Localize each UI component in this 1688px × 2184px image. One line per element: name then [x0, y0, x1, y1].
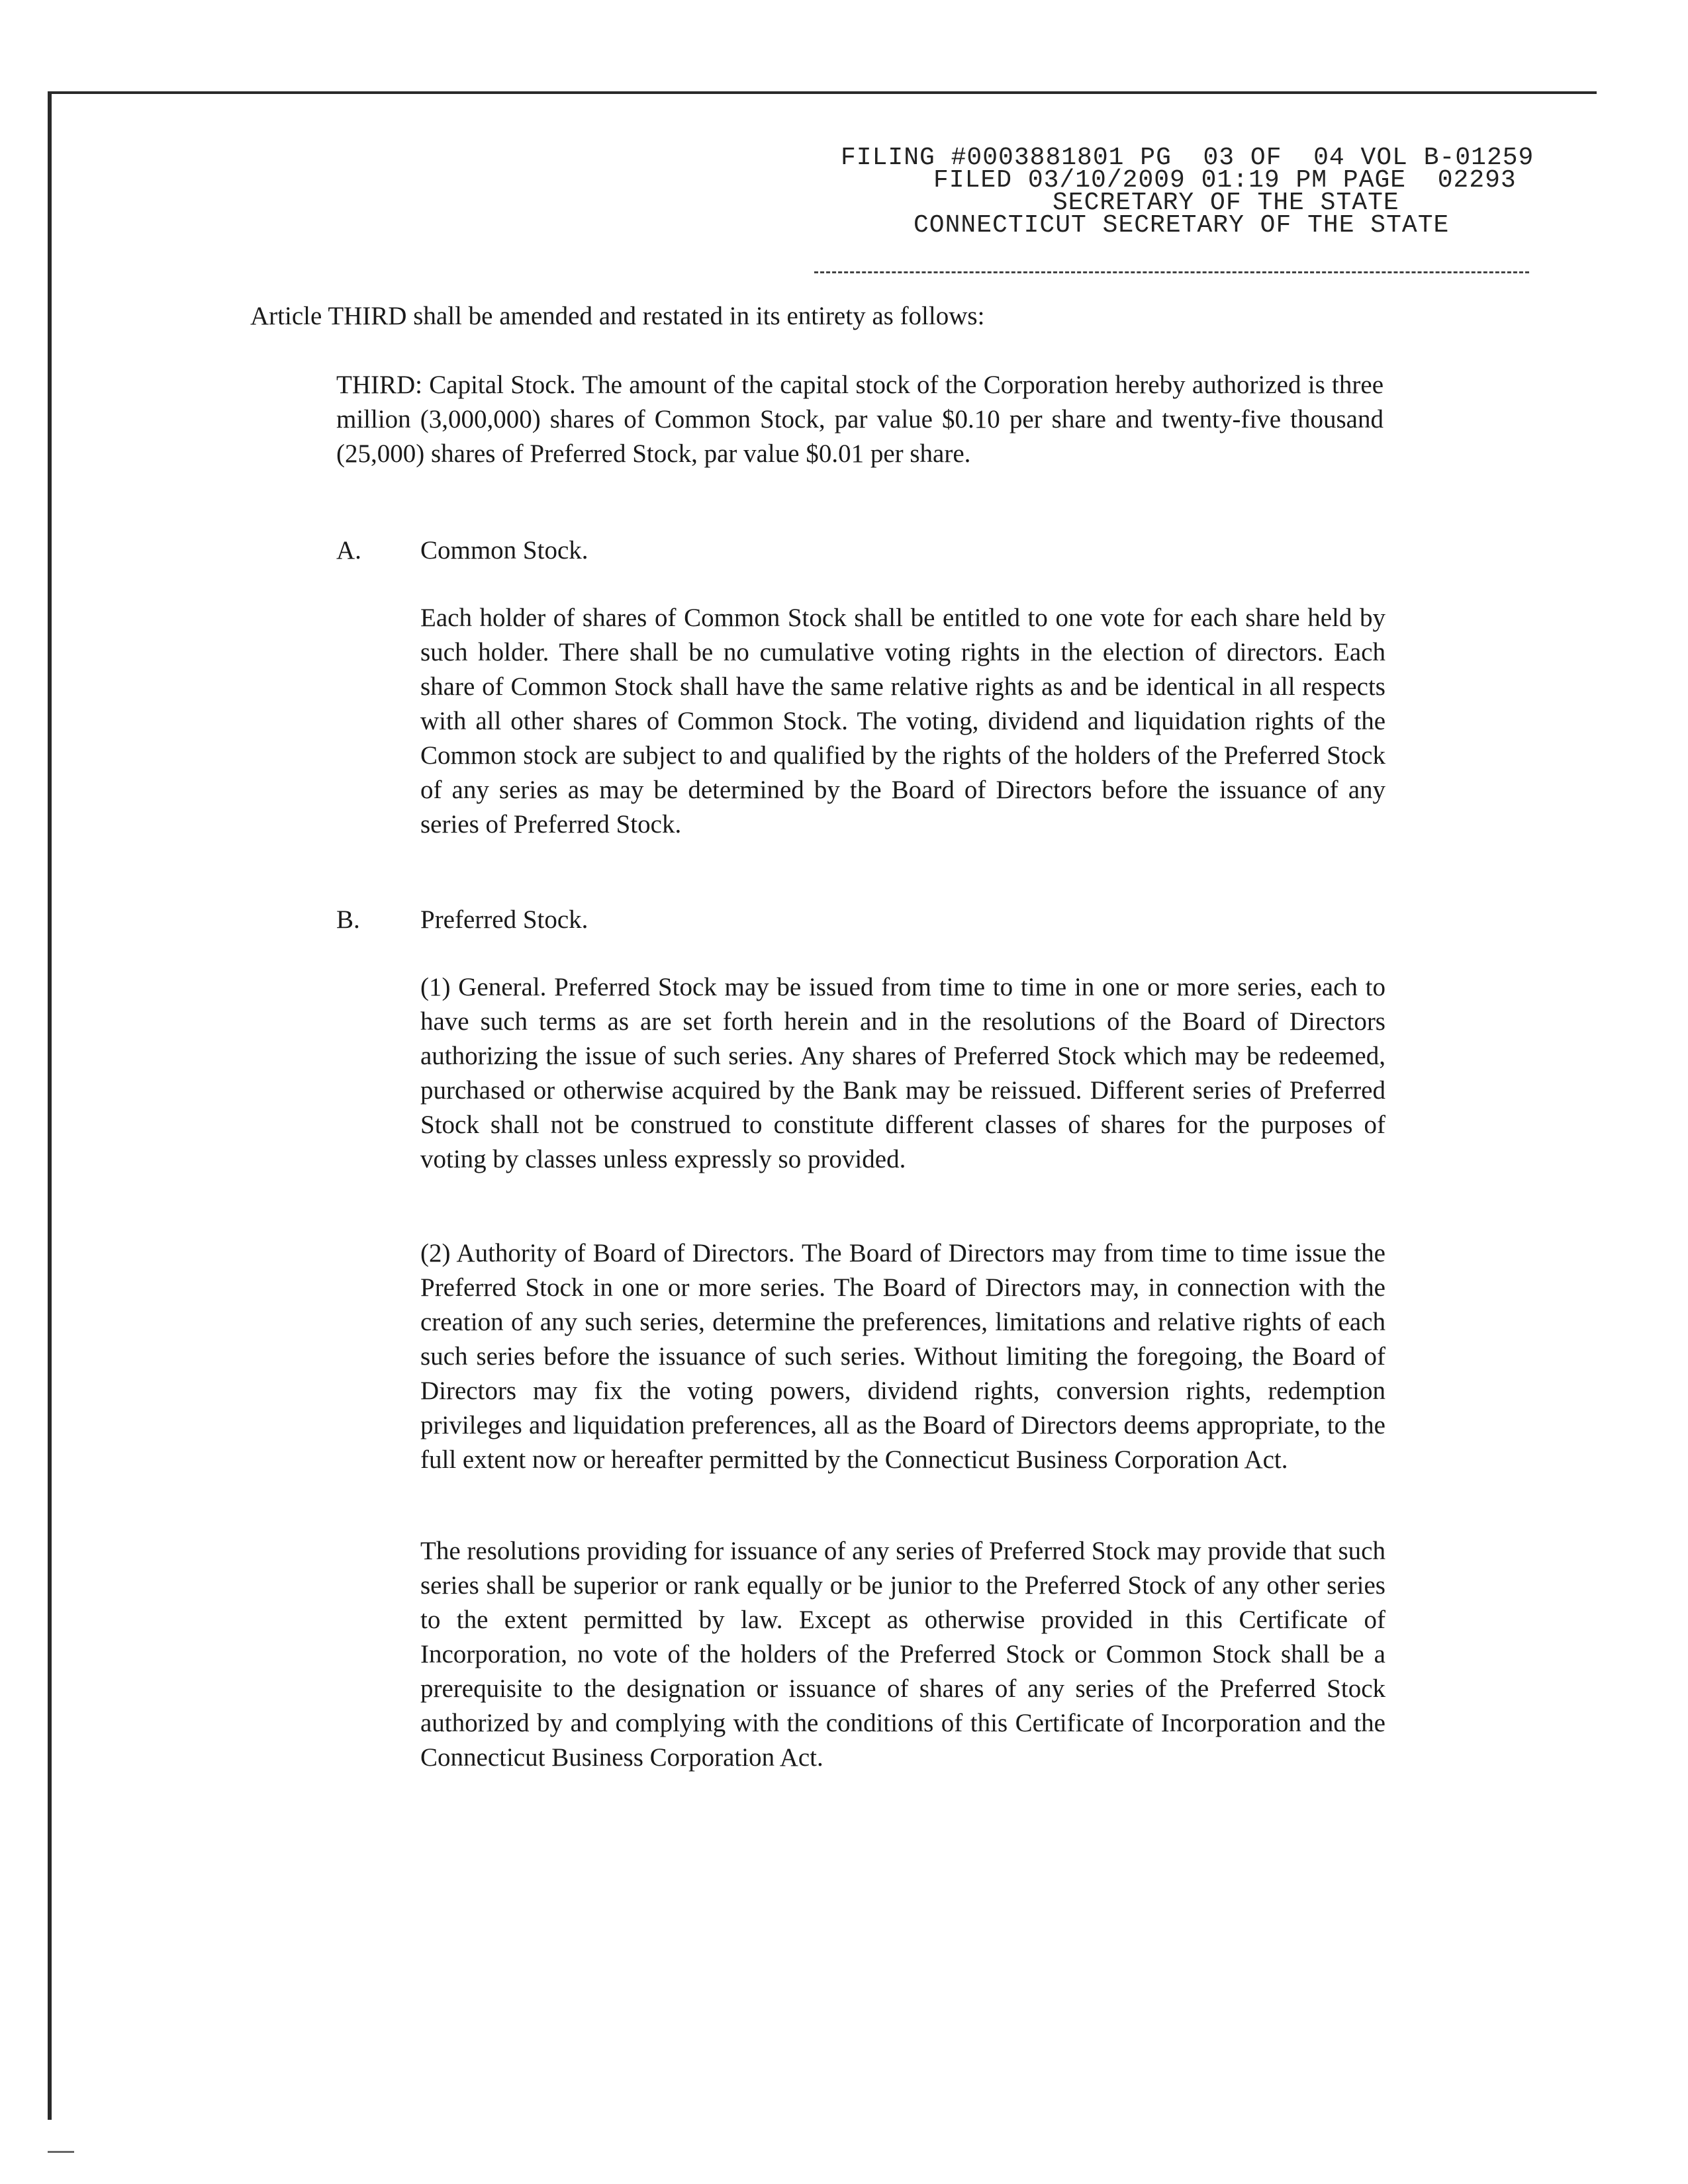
- section-b-heading: Preferred Stock.: [420, 905, 588, 934]
- section-b-authority-paragraph: (2) Authority of Board of Directors. The Board of Directors may from time to time issue the Preferred Stock in one or more series. The Board of Directors may, in connection with the creation of any such series, determine the preferences, limitations and relative rights of each such series before the issuance of such series. Without limiting the foregoing, the Board of Directors may fix the voting powers, dividend rights, conversion rights, redemption privileges and liquidation preferences, all as the Board of Directors deems appropriate, to the full extent now or hereafter permitted by the Connecticut Business Corporation Act.: [420, 1239, 1385, 1474]
- article-third-paragraph: THIRD: Capital Stock. The amount of the capital stock of the Corporation hereby authorized is three million (3,000,000) shares of Common Stock, par value $0.10 per share and twenty-five thousand (25,000) shares of Preferred Stock, par value $0.01 per share.: [336, 371, 1383, 468]
- section-a-marker: A.: [336, 536, 361, 565]
- scan-artifact: [48, 2151, 74, 2153]
- section-b-marker: B.: [336, 905, 360, 934]
- section-a-heading: Common Stock.: [420, 536, 588, 565]
- scan-border-left: [48, 91, 52, 2120]
- scan-border-top: [48, 91, 1597, 94]
- section-a-body: Each holder of shares of Common Stock shall be entitled to one vote for each share held by such holder. There shall be no cumulative voting rights in the election of directors. Each share of Common Stock shall have the same relative rights as and be identical in all respects with all other shares of Common Stock. The voting, dividend and liquidation rights of the Common stock are subject to and qualified by the rights of the holders of the Preferred Stock of any series as may be determined by the Board of Directors before the issuance of any series of Preferred Stock.: [420, 604, 1385, 839]
- intro-sentence: Article THIRD shall be amended and restated in its entirety as follows:: [250, 302, 985, 330]
- stamp-office-full: CONNECTICUT SECRETARY OF THE STATE: [914, 211, 1450, 240]
- stamp-underline: [814, 271, 1529, 273]
- section-b-general-paragraph: (1) General. Preferred Stock may be issued from time to time in one or more series, each to have such terms as are set forth herein and in the resolutions of the Board of Directors authorizing the issue of such series. Any shares of Preferred Stock which may be redeemed, purchased or otherwise acquired by the Bank may be reissued. Different series of Preferred Stock shall not be construed to constitute different classes of shares for the purposes of voting by classes unless expressly so provided.: [420, 973, 1385, 1173]
- stamp-office: SECRETARY OF THE STATE: [1053, 189, 1399, 217]
- filing-stamp: [834, 144, 1536, 240]
- filing-number: FILING #0003881801 PG 03 OF 04 VOL B-01259: [841, 144, 1534, 172]
- section-b-resolutions-paragraph: The resolutions providing for issuance of any series of Preferred Stock may provide that such series shall be superior or rank equally or be junior to the Preferred Stock of any other series to the extent permitted by law. Except as otherwise provided in this Certificate of Incorporation, no vote of the holders of the Preferred Stock or Common Stock shall be a prerequisite to the designation or issuance of shares of any series of the Preferred Stock authorized by and complying with the conditions of this Certificate of Incorporation and the Connecticut Business Corporation Act.: [420, 1537, 1385, 1772]
- filed-date: FILED 03/10/2009 01:19 PM PAGE 02293: [933, 166, 1517, 195]
